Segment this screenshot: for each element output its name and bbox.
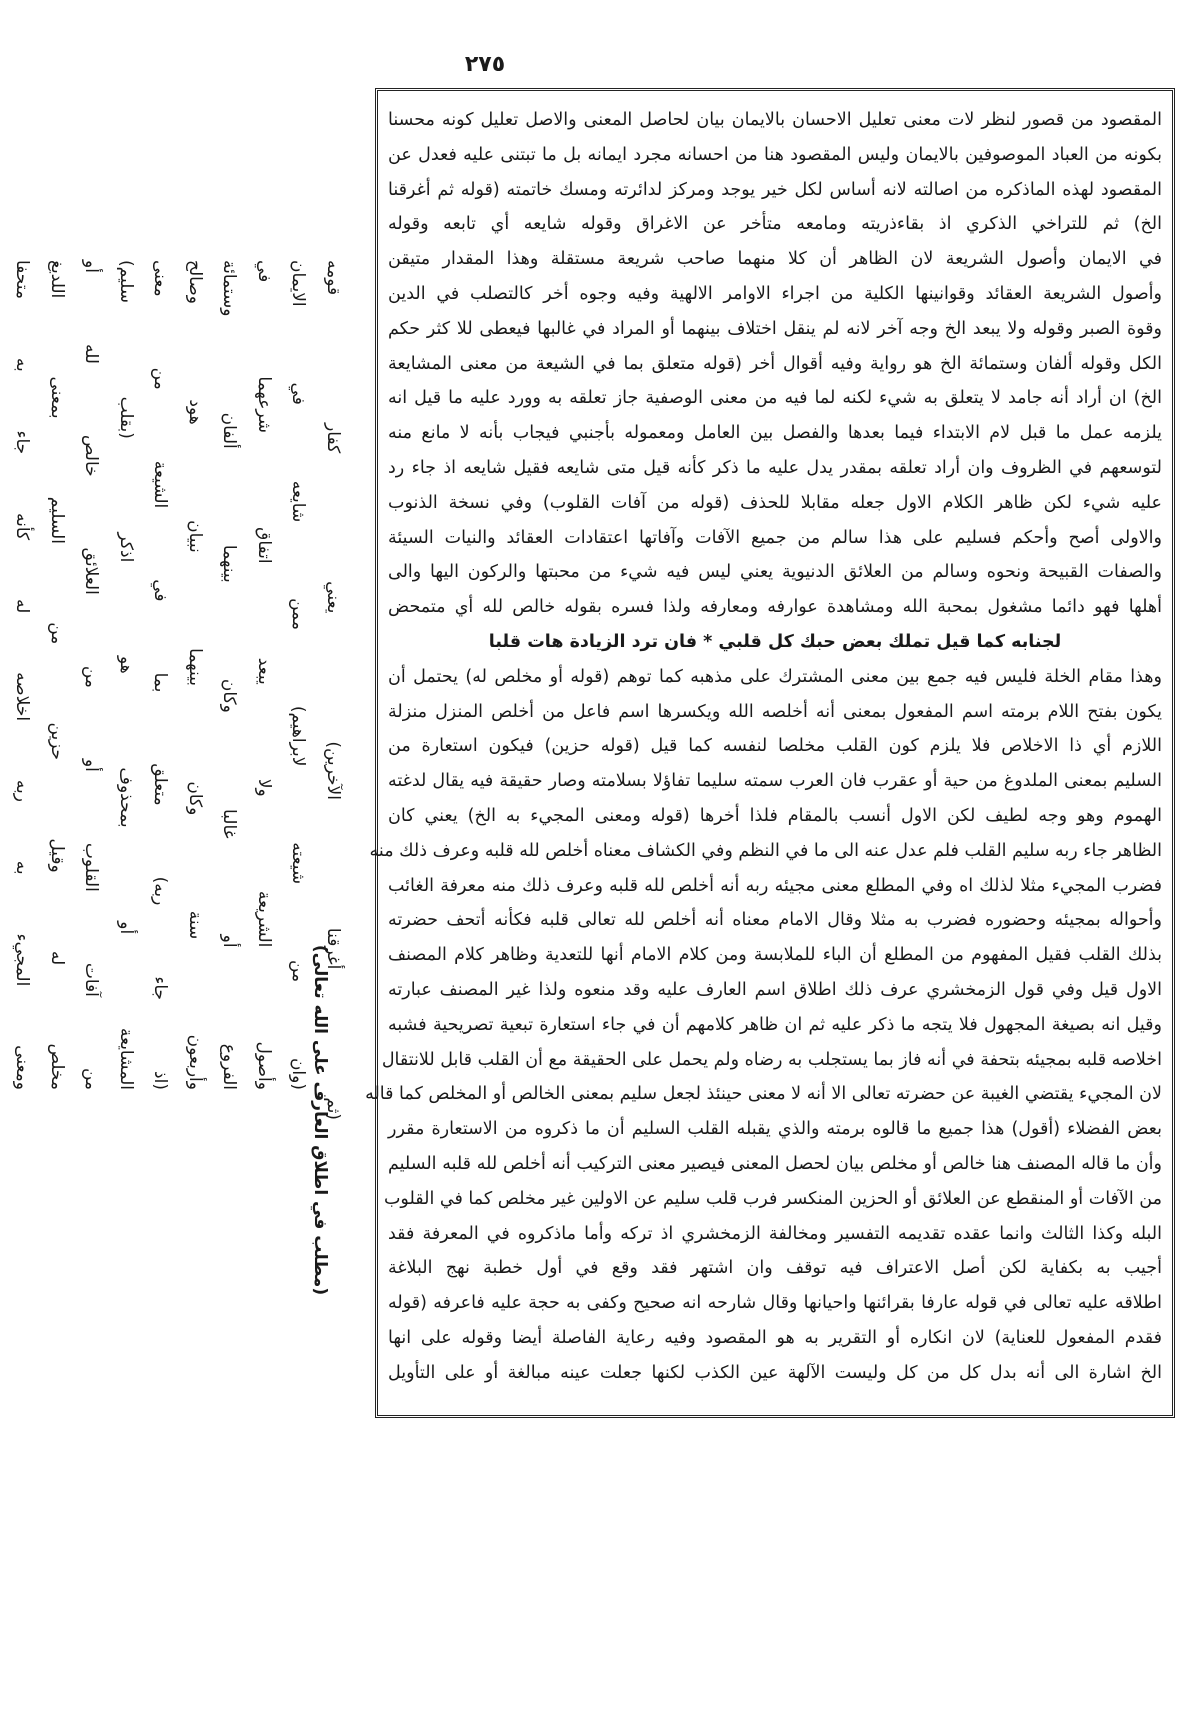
main-text-line: من الآفات أو المنقطع عن العلائق أو الحزين المنكسر فرب قلب سليم عن الاولين غير مخلص كما في القلوب (383, 1188, 1162, 1209)
main-text-line: الخ) ان أراد أنه جامد لا يتعلق به شيء لكنه لما فيه من معنى الوصفية جاز تعلقه به وورد عليه ما قيل انه (388, 388, 1162, 409)
main-text-line: بكونه من العباد الموصوفين بالايمان وليس المقصود هنا من احسانه مجرد ايمانه بل ما تبتنى عليه فعدل عن (388, 144, 1162, 165)
main-text-line: فضرب المجيء مثلا لذلك اه وفي المطلع معنى مجيئه ربه أنه أخلص لله قلبه وعرف ذلك منه معرفة الغائب (388, 875, 1162, 896)
page-number: ٢٧٥ (464, 52, 506, 77)
margin-gloss-line: (ثم أغرقنا الآخرين) يعني كفار قومه (323, 260, 343, 1120)
marginal-note-text: (مطلب في اطلاق العارف على الله تعالى) (310, 944, 330, 1296)
main-text-line: يلزمه عمل ما قبل لام الابتداء فيما بعدها والفصل بين العامل ومعموله بأجنبي فيجاب بأنه لا مانع منه (388, 423, 1162, 444)
margin-gloss-line: ومعنى المجيء به ربه اخلاصه له كأنه جاء به متحفا (12, 260, 33, 1090)
marginal-note (300, 900, 340, 1340)
main-text-line: الخ) ثم للتراخي الذكري اذ بقاءذريته ومامعه متأخر عن الاغراق وقوله شايعه أي تابعه وقوله (388, 214, 1162, 235)
main-text-line: اللازم أي ذا الاخلاص فلا يلزم كون القلب مخلصا لنفسه كما قيل (قوله حزين) فيكون استعارة من (388, 736, 1162, 757)
main-text-line: وقيل انه بصيغة المجهول فلا يتجه ما ذكر عليه ثم ان ظاهر كلامهم أن في جاء استعارة تبعية تصريحية فشبه (388, 1014, 1162, 1035)
margin-gloss-line (0, 260, 5, 1120)
main-text-line: وأصول الشريعة العقائد وقوانينها الكلية من اجراء الاوامر الالهية وفيه وجوه أخر كالتصلب في الدين (388, 283, 1162, 304)
main-text-line: بذلك القلب فقيل المفهوم من المطلع أن الباء للملابسة ومن كلام الامام أنها للتعدية وظاهر كلام المصنف (388, 945, 1162, 966)
main-text-line: بعض الفضلاء (أقول) هذا جميع ما قالوه برمته والذي يقبله القلب السليم أن ما ذكروه من الاستعارة مقرر (388, 1119, 1162, 1140)
main-text-line: فقدم المفعول للعناية) لان انكاره أو التقرير به هو المقصود وفيه رعاية الفاصلة أيضا وقوله على انها (388, 1327, 1162, 1348)
margin-gloss-line: (وان من شيعته لابراهيم) ممن شايعه في الايمان (288, 260, 309, 1090)
margin-gloss-line: المشايعة أو بمحذوف هو اذكر (بقلب سليم) (116, 260, 136, 1090)
margin-gloss-line: الفروع أو غالبا وكان بينهما ألفان وستمائة (219, 260, 240, 1090)
main-text-line: وأن ما قاله المصنف هنا خالص أو مخلص بيان لحصل المعنى فيصير معنى التركيب أنه أخلص لله قلبه السليم (388, 1153, 1162, 1174)
margin-gloss-line: من آفات القلوب أو من العلائق خالص لله أو (81, 260, 102, 1090)
main-text-line: في الايمان وأصول الشريعة لان الظاهر أن كلا منهما صاحب شريعة مستقلة وهذا المقدار متيقن (388, 249, 1162, 270)
main-text-line: المقصود لهذه الماذكره من اصالته لانه أساس لكل خير يوجد ومركز لدائرته ومسك خاتمته (قوله ثم أغرقنا (388, 179, 1162, 200)
main-text-frame (365, 88, 1175, 1418)
margin-gloss-line: وأصول الشريعة ولا يبعد اتفاق شرعهما في (254, 260, 274, 1090)
main-text-line: عليه شيء لكن ظاهر الكلام الاول جعله مقابلا للحذف (قوله من آفات القلوب) وفي نسخة الذنوب (388, 492, 1162, 513)
main-text-line: اخلاصه قلبه بمجيئه بتحفة في أنه فاز بما يستجلب به رضاه ولم يحمل على الحقيقة مع أن القلب قابل للانتقال (381, 1049, 1162, 1070)
main-text-line: اطلاقه عليه تعالى في قوله عارفا بقرائنها واحيانها وقال شارحه انه صحيح وكفى به حجة عليه فاعرفه (قوله (388, 1293, 1162, 1314)
main-text-line: لتوسعهم في الظروف وان أراد تعلقه بمقدر يدل عليه ما ذكر كأنه قيل متى شايعه فقيل شايعه اذ جاء رد (388, 457, 1162, 478)
main-text-line: الظاهر جاء ربه سليم القلب فلم عدل عنه الى ما في النظم وفي الكشاف معناه أخلص لله قلبه وعرف ذلك منه (369, 840, 1162, 861)
main-text-line: لان المجيء يقتضي الغيبة عن حضرته تعالى الا أنه لا معنى حينئذ لجعل سليم بمعنى الخالص أو المخلص كما قاله (365, 1084, 1162, 1105)
main-text-line: أهلها فهو دائما مشغول بمحبة الله ومشاهدة عوارفه ومعارفه ولذا فسره بقوله خالص لله أي متمحض (388, 597, 1162, 618)
main-text-line: السليم بمعنى الملدوغ من حية أو عقرب فان العرب سمته سليما تفاؤلا بسلامته وصار حقيقة فيه يقال لدغته (388, 771, 1162, 792)
main-text-line: وقوة الصبر وقوله ولا يبعد الخ وجه آخر لانه لم ينقل اختلاف بينهما أو المراد في غالبها فيعطى للا كثر حكم (388, 318, 1162, 339)
main-text-line: الاول قيل وفي قول الزمخشري عرف ذلك اطلاق اسم العارف عليه وقد منعوه ولذا غير المصنف عبارته (388, 979, 1162, 1000)
main-text-line: وهذا مقام الخلة فليس فيه جمع بين معنى المشترك على مذهبه كما توهم (قوله أو مخلص له) يحتمل أن (388, 666, 1162, 687)
main-text-line: المقصود من قصور لنظر لات معنى تعليل الاحسان بالايمان بيان لحاصل المعنى والاصل تعليل كونه محسنا (388, 110, 1162, 130)
margin-gloss-line: مخلص له وقيل حزين من السليم بمعنى اللديغ (47, 260, 67, 1090)
main-text-line: وأحواله بمجيئه وحضوره فضرب به مثلا وقال الامام معناه أنه أخلص لله تعالى قلبه فكأنه أتحف حضرته (388, 910, 1162, 931)
margin-gloss-line: وأربعون سنة وكان بينهما نبيان هود وصالح (185, 260, 205, 1090)
main-text-line: لجنابه كما قيل تملك بعض حبك كل قلبي * فان ترد الزيادة هات قلبا (488, 631, 1062, 652)
main-text-line: يكون بفتح اللام برمته اسم المفعول بمعنى أنه أخلصه الله ويكسرها اسم فاعل من أخلص المنزل منزلة (388, 701, 1162, 722)
main-text-body (365, 103, 1162, 1405)
main-text-line: الخ اشارة الى أنه بدل كل من كل وليست الآلهة عين الكذب لكنها جعلت عينه مبالغة أو على التأويل (388, 1362, 1162, 1383)
main-text-line: البله وكذا الثالث وانما عقده تقديمه التفسير ومخالفة الزمخشري اذ تركه وأما ماذكروه في المعرفة فقد (388, 1223, 1162, 1244)
main-text-line: الكل وقوله ألفان وستمائة الخ هو رواية وفيه أقوال أخر (قوله متعلق بما في الشيعة من معنى المشايعة (388, 353, 1162, 374)
main-text-line: الهموم وهو وجه لطيف لكن الاول أنسب بالمقام فلذا أخرها (قوله ومعنى المجيء به الخ) يعني كان (388, 805, 1162, 826)
main-text-line: والاولى أصح وأحكم فسليم على هذا سالم من جميع الآفات وآفاتها اعتقادات العقائد والنيات السيئة (388, 527, 1162, 548)
main-text-line: والصفات القبيحة ونحوه وسالم من العلائق الدنيوية يعني ليس فيه شيء من محبتها والركون اليها والى (388, 562, 1162, 583)
margin-gloss-line: (اذ جاء ربه) متعلق بما في الشيعة من معنى (150, 260, 171, 1090)
main-text-line: أجيب به بكفاية لكن أصل الاعتراف فيه توقف وان اشتهر فقد وقع في أول خطبة نهج البلاغة (388, 1258, 1162, 1279)
